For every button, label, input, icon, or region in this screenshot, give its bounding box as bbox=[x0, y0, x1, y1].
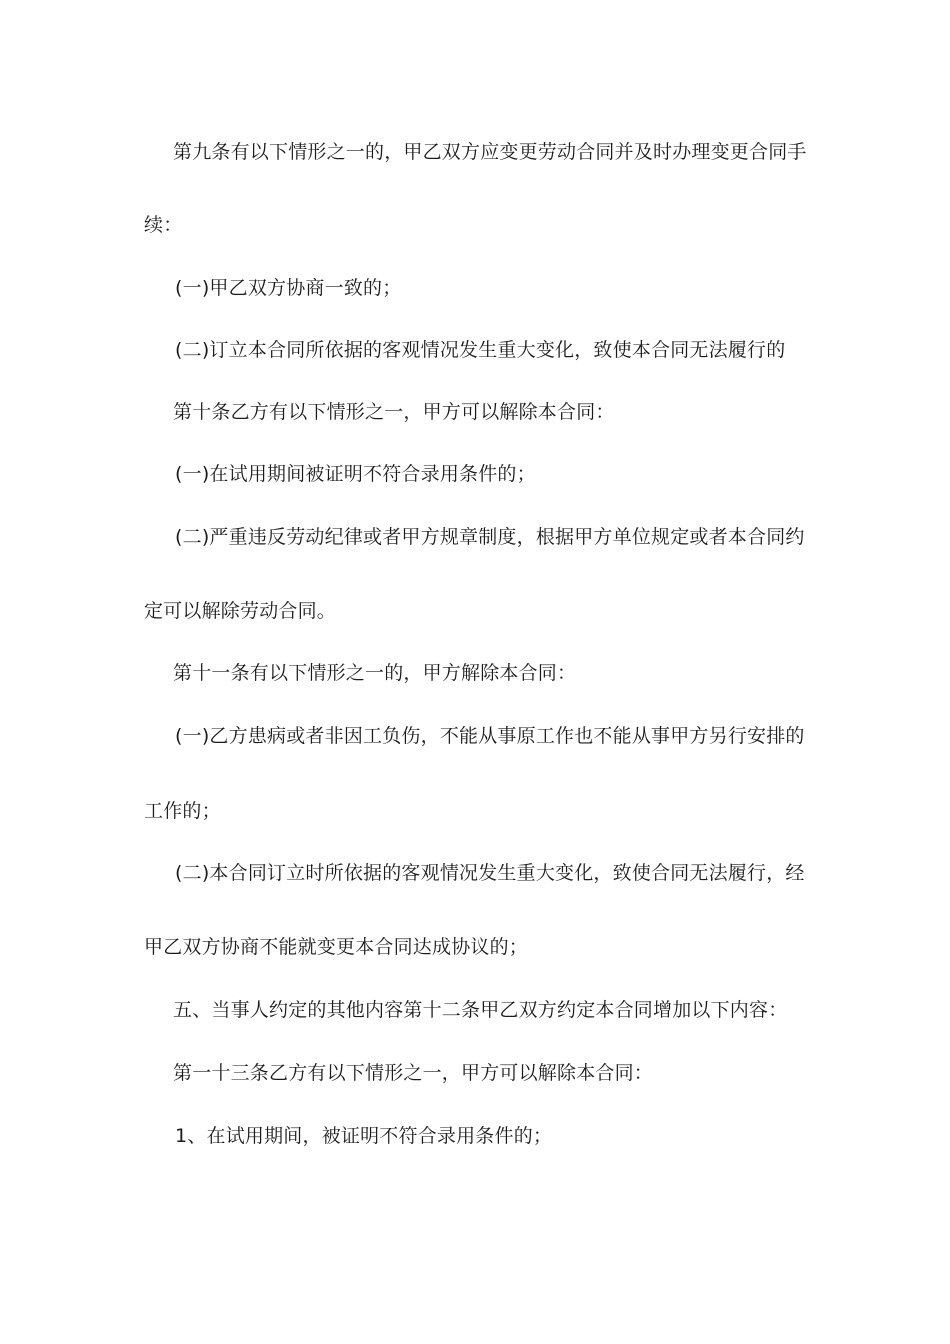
article-11-heading: 第十一条有以下情形之一的，甲方解除本合同： bbox=[173, 662, 577, 684]
article-13-item-1: 1、在试用期间，被证明不符合录用条件的； bbox=[175, 1125, 553, 1147]
article-11-item-2-line-2: 甲乙双方协商不能就变更本合同达成协议的； bbox=[144, 936, 529, 958]
article-11-item-1-line-2: 工作的； bbox=[144, 800, 221, 822]
article-10-heading: 第十条乙方有以下情形之一，甲方可以解除本合同： bbox=[173, 401, 615, 423]
article-10-item-1: (一)在试用期间被证明不符合录用条件的； bbox=[175, 463, 536, 485]
article-10-item-2-line-1: (二)严重违反劳动纪律或者甲方规章制度，根据甲方单位规定或者本合同约 bbox=[175, 526, 805, 548]
article-11-item-1-line-1: (一)乙方患病或者非因工负伤，不能从事原工作也不能从事甲方另行安排的 bbox=[175, 725, 805, 747]
article-10-item-2-line-2: 定可以解除劳动合同。 bbox=[144, 600, 337, 622]
article-9-item-1: (一)甲乙双方协商一致的； bbox=[175, 277, 402, 299]
article-11-item-2-line-1: (二)本合同订立时所依据的客观情况发生重大变化，致使合同无法履行，经 bbox=[175, 862, 805, 884]
section-5-heading: 五、当事人约定的其他内容第十二条甲乙双方约定本合同增加以下内容： bbox=[173, 999, 788, 1021]
article-13-heading: 第一十三条乙方有以下情形之一，甲方可以解除本合同： bbox=[173, 1062, 654, 1084]
article-9-item-2: (二)订立本合同所依据的客观情况发生重大变化，致使本合同无法履行的 bbox=[175, 339, 786, 361]
article-9-line-2: 续： bbox=[144, 214, 183, 236]
article-9-line-1: 第九条有以下情形之一的，甲乙双方应变更劳动合同并及时办理变更合同手 bbox=[173, 141, 807, 163]
